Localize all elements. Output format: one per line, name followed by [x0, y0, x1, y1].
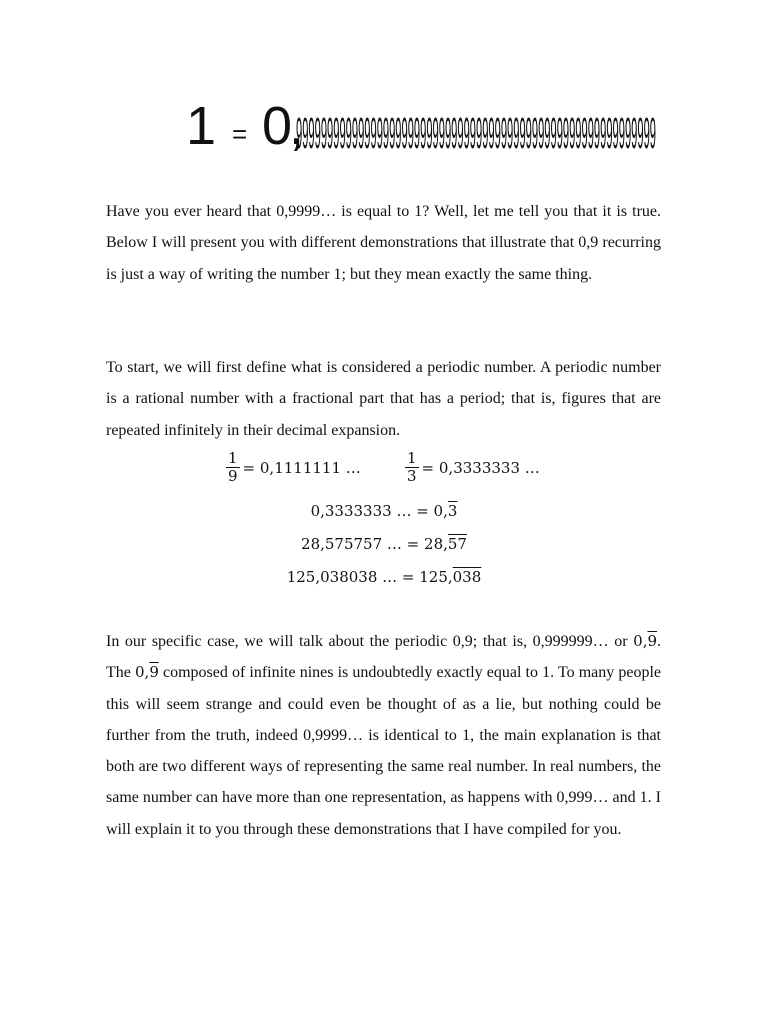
inline-math — [633, 632, 657, 650]
repeating-digits: 3 — [447, 502, 458, 520]
equation-left: 125,038038 … = 125, — [286, 568, 453, 586]
paragraph-text: In our specific case, we will talk about the periodic 0,9; that is, 0,999999… or — [106, 633, 628, 650]
equation-left: 28,575757 … = 28, — [301, 535, 448, 553]
inline-math-bar: 9 — [149, 663, 159, 682]
title-banner — [0, 92, 768, 172]
intro-paragraph: Have you ever heard that 0,9999… is equal to 1? Well, let me tell you that it is true. Below I will present you with different demonstrations that illustrate that 0,9 recurring is just a way of writing the number 1; but they mean exactly the same thing. — [106, 203, 661, 283]
banner-nines-tail — [296, 92, 666, 172]
denominator: 3 — [407, 467, 417, 485]
banner-equals: = — [232, 119, 248, 149]
equation-result: = 0,1111111 … — [242, 458, 361, 477]
definition-paragraph: To start, we will first define what is considered a periodic number. A periodic number is a rational number with a fractional part that has a period; that is, figures that are repeated infinitely in their decimal expansion. — [106, 359, 661, 439]
equation-left: 0,3333333 … = 0, — [310, 502, 448, 520]
fraction — [405, 450, 419, 485]
banner-zero-comma: 0, — [262, 96, 302, 156]
fraction-one-third — [405, 450, 540, 485]
numerator: 1 — [228, 449, 238, 467]
banner-nines-text: 9999999999999999999999999999999999999999999999999999999999 — [296, 109, 656, 158]
explanation-paragraph — [106, 626, 661, 845]
repeating-digits: 038 — [452, 568, 482, 586]
equation-result: = 0,3333333 … — [421, 458, 540, 477]
equation-row-3 — [0, 568, 768, 586]
inline-math-prefix: 0, — [135, 663, 150, 682]
equation-row-2 — [0, 535, 768, 553]
inline-math-bar: 9 — [647, 632, 658, 650]
fraction-equations — [0, 450, 768, 492]
denominator: 9 — [228, 467, 238, 485]
numerator: 1 — [407, 449, 417, 467]
fraction-one-ninth — [226, 450, 361, 485]
equation-row-1 — [0, 502, 768, 520]
inline-math-prefix: 0, — [633, 632, 648, 650]
fraction — [226, 450, 240, 485]
banner-one: 1 — [186, 96, 217, 156]
paragraph-text: . The — [106, 633, 662, 682]
inline-math — [135, 663, 159, 681]
repeating-digits: 57 — [447, 535, 467, 553]
paragraph-text: composed of infinite nines is undoubtedly exactly equal to 1. To many people this will seem strange and could even be thought of as a lie, but nothing could be further from the truth, indeed 0,9999… is identical to 1, the main explanation is that both are two different ways of representing the same real number. In real numbers, the same number can have more than one representation, as happens with 0,999… and 1. I will explain it to you through these demonstrations that I have compiled for you. — [106, 664, 662, 838]
